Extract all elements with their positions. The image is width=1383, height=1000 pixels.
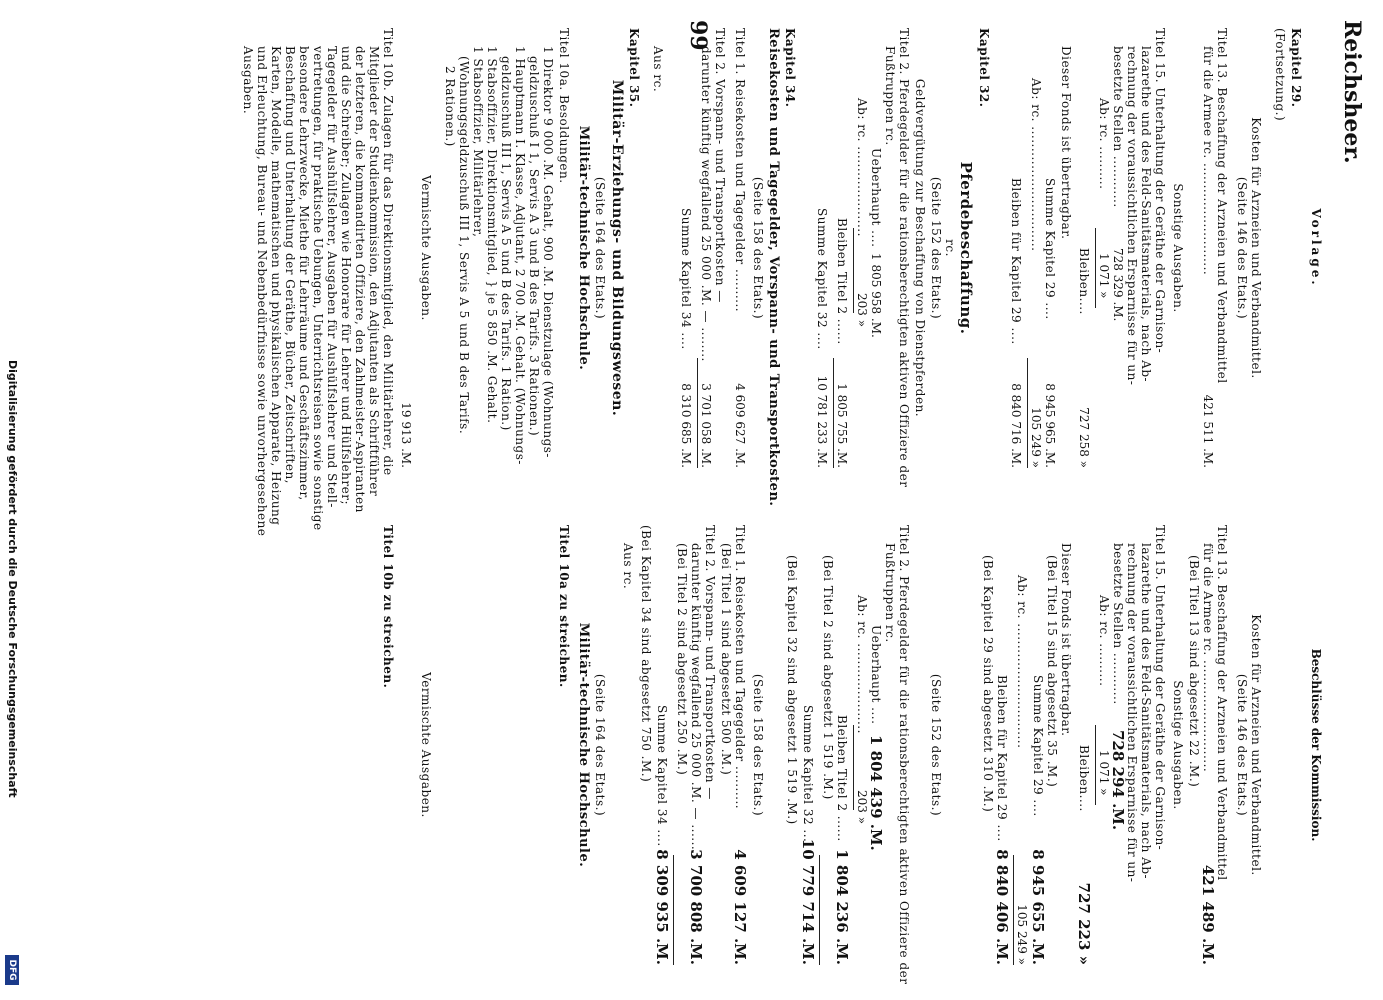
column-heading-kommission: Beschlüsse der Kommission. [1309,648,1323,842]
summe-29-value: 8 945 655 .M. [1029,849,1047,965]
besoldung-5: 1 Stabsoffizier, Direktionsmitglied, } je 5 850 .M. Gehalt. [485,46,499,424]
rule [833,358,834,468]
summe-34-value: 8 310 685 .M. [679,383,693,468]
ab3-line: Ab: rc. ..................... [855,595,869,734]
titel-15-value: 728 329 .M. [1111,248,1125,322]
titel-2-darunter: darunter künftig wegfallend 25 000 .M. — ....... [689,543,703,855]
rule [853,228,854,313]
running-head: Reichsheer. [1339,20,1365,164]
summe-29-value: 8 945 965 .M. [1043,383,1057,468]
titel-2-vorspann: Titel 2. Vorspann- und Transportkosten — [703,525,717,800]
fonds-abgesetzt: (Bei Titel 15 sind abgesetzt 35 .M.) [1045,555,1059,788]
titel-13: Titel 13. Beschaffung der Arzneien und Verbandmittel [1215,28,1229,384]
bleiben-line: Bleiben.... [1077,745,1091,812]
etat-ref: (Seite 146 des Etats.) [1235,673,1249,817]
titel-10b-6: vertretungen, für praktische Uebungen, Unterrichtsreisen sowie sonstige [311,46,325,531]
kap-34-note: (Bei Kapitel 34 sind abgesetzt 750 .M.) [639,525,653,783]
rule [1013,855,1014,965]
ueberhaupt-value: 1 804 439 .M. [867,735,885,851]
etat-ref: (Seite 164 des Etats.) [593,176,607,320]
bleiben-titel-2: Bleiben Titel 2 ...... [835,715,849,842]
titel-1-value: 4 609 627 .M. [733,383,747,468]
rule [1095,725,1096,805]
column-heading-vorlage: Vorlage. [1309,208,1323,288]
column-vorlage [23,28,1323,537]
ab3-line: Ab: rc. ..................... [855,98,869,237]
kosten-title: Kosten für Arzneien und Verbandmittel. [1249,614,1263,876]
ab2-line: Ab: rc. ............................. [1029,78,1043,252]
hochschule-title: Militär-technische Hochschule. [576,125,591,371]
titel-2-a: Titel 2. Pferdegelder für die rationsberechtigten aktiven Offiziere der [897,28,911,488]
etat-ref: (Seite 146 des Etats.) [1235,176,1249,320]
rule [1027,358,1028,468]
bleiben-titel-2-value: 1 804 236 .M. [833,849,851,965]
titel-15-b: lazarethe und des Feld-Sanitätsmaterials, nach Ab- [1139,46,1153,383]
titel-2-vorspann: Titel 2. Vorspann- und Transportkosten — [713,28,727,303]
kap-29-note: (Bei Kapitel 29 sind abgesetzt 310 .M.) [981,555,995,813]
titel-13-b: für die Armee rc. .......................... [1201,46,1215,276]
sonstige-ausgaben: Sonstige Ausgaben. [1171,183,1185,313]
besoldung-8: 2 Rationen.) [443,66,457,147]
summe-32-value: 10 779 714 .M. [799,838,817,965]
titel-1: Titel 1. Reisekosten und Tagegelder .......... [733,525,747,810]
titel-10b-9: Karten, Modelle, mathematischen und physikalischen Apparate, Heizung [269,46,283,526]
bleiben-29-value: 8 840 406 .M. [993,849,1011,965]
titel-2-value: 3 701 058 .M. [699,383,713,468]
fonds-note: Dieser Fonds ist übertragbar. [1059,46,1073,240]
ab2-value: 105 249 » [1015,904,1029,965]
titel-1-value: 4 609 127 .M. [731,849,749,965]
titel-10b-8: Beschaffung und Unterhaltung der Geräthe, Bücher, Zeitschriften, [283,46,297,484]
aus-rc: Aus rc. [651,46,665,93]
bleiben-value: 727 258 » [1077,407,1091,468]
ueberhaupt: Ueberhaupt .... [869,625,883,725]
reisekosten-title: Reisekosten und Tagegelder, Vorspann- und Transportkosten. [766,28,781,507]
sonstige-ausgaben: Sonstige Ausgaben. [1171,680,1185,810]
titel-13-value: 421 511 .M. [1201,394,1215,468]
summe-34: Summe Kapitel 34 .... [679,208,693,350]
titel-10b-2: Mitglieder der Studienkommission, den Adjutanten als Schriftführer [367,46,381,497]
titel-10b-3: der letzteren, die kommandirten Offiziere, den Zahlmeister-Aspiranten [353,46,367,513]
titel-2-value: 3 700 808 .M. [687,849,705,965]
titel-15-d: besetzte Stellen ............ [1111,543,1125,705]
titel-2-b: Fußtruppen rc. [883,46,897,146]
titel-13-value: 421 489 .M. [1199,864,1217,965]
column-kommission [23,525,1323,985]
etat-ref: (Seite 152 des Etats.) [929,673,943,817]
kapitel-34: Kapitel 34. [783,28,797,108]
titel-10b-5: Tagegelder für Aushülfslehrer, Ausgaben für Aushülfslehrer und Stell- [325,46,339,508]
titel-2-note: (Bei Titel 2 sind abgesetzt 1 519 .M.) [821,555,835,800]
besoldung-6: 1 Stabsoffizier, Militärlehrer, [471,46,485,238]
etat-ref: (Seite 158 des Etats.) [751,673,765,817]
titel-15-c: rechnung der voraussichtlichen Ersparnisse für un- [1125,543,1139,883]
rule [1095,228,1096,308]
titel-13-note: (Bei Titel 13 sind abgesetzt 22 .M.) [1187,555,1201,788]
militaer-title: Militär-Erziehungs- und Bildungswesen. [609,79,625,417]
titel-2-vorspann-note: (Bei Titel 2 sind abgesetzt 250 .M.) [675,543,689,776]
titel-15-value: 728 294 .M. [1109,730,1127,831]
dfg-logo: DFG [5,955,19,985]
pferdebeschaffung: Pferdebeschaffung. [957,161,975,335]
summe-32: Summe Kapitel 32 .... [801,705,815,847]
titel-10b-1: Titel 10b. Zulagen für das Direktionsmitglied, den Militärlehrer, die [381,28,395,476]
besoldung-3: 1 Hauptmann I. Klasse, Adjutant, 2 700 .M. Gehalt. (Wohnungs- [513,46,527,465]
kapitel-35: Kapitel 35. [627,28,641,108]
summe-32: Summe Kapitel 32 .... [815,208,829,350]
ab2-line: Ab: rc. ............................. [1015,575,1029,749]
titel-2-b: Fußtruppen rc. [883,543,897,643]
titel-2-a: Titel 2. Pferdegelder für die rationsberechtigten aktiven Offiziere der [897,525,911,985]
titel-10b-10: und Erleuchtung, Bureau- und Nebenbedürfnisse sowie unvorhergesehene [255,46,269,537]
rule [697,358,698,468]
bleiben-29: Bleiben für Kapitel 29 .... [995,675,1009,842]
titel-15-a: Titel 15. Unterhaltung der Geräthe der Garnison- [1153,28,1167,354]
titel-10b-streichen: Titel 10b zu streichen. [381,525,395,689]
ab-value: 1 071 » [1097,253,1111,299]
titel-15-c: rechnung der voraussichtlichen Ersparnisse für un- [1125,46,1139,386]
aus-rc: Aus rc. [621,543,635,590]
ab-line: Ab: rc. .......... [1097,595,1111,687]
etat-ref: (Seite 158 des Etats.) [751,176,765,320]
page-number: 99 [685,20,711,51]
summe-29: Summe Kapitel 29 .... [1031,675,1045,817]
ab3-value: 203 » [855,293,869,328]
summe-29: Summe Kapitel 29 .... [1043,178,1057,320]
kosten-title: Kosten für Arzneien und Verbandmittel. [1249,117,1263,379]
titel-13: Titel 13. Beschaffung der Arzneien und Verbandmittel [1215,525,1229,881]
ueberhaupt: Ueberhaupt .... [869,148,883,248]
fortsetzung: (Fortsetzung.) [1273,28,1287,122]
etat-ref: (Seite 152 des Etats.) [929,176,943,320]
hochschule-title: Militär-technische Hochschule. [576,622,591,868]
footer-text: Digitalisierung gefördert durch die Deutsche Forschungsgemeinschaft [6,360,19,798]
kapitel-32: Kapitel 32. [977,28,991,108]
bleiben-titel-2: Bleiben Titel 2 ...... [835,218,849,345]
vermischte-ausgaben: Vermischte Ausgaben. [419,175,433,321]
titel-13-b: für die Armee rc. .......................... [1201,543,1215,773]
kap-32-note: (Bei Kapitel 32 sind abgesetzt 1 519 .M.) [785,555,799,825]
titel-10a-streichen: Titel 10a zu streichen. [557,525,571,688]
bleiben-line: Bleiben.... [1077,248,1091,315]
rc: rc. [943,239,957,257]
rule [853,725,854,810]
digitization-footer [1,0,21,1000]
titel-10a: Titel 10a. Besoldungen. [557,28,571,184]
kapitel-29: Kapitel 29. [1289,28,1303,108]
titel-15-d: besetzte Stellen ............ [1111,46,1125,208]
ab3-value: 203 » [855,790,869,825]
besoldung-2: geldzuschuß I 1, Servis A 3 und B des Tarifs. 3 Rationen.) [527,56,541,437]
bleiben-value: 727 223 » [1075,882,1093,965]
titel-1: Titel 1. Reisekosten und Tagegelder .......... [733,28,747,313]
besoldung-1: 1 Direktor 9 000 .M. Gehalt, 900 .M. Dienstzulage (Wohnungs- [541,46,555,458]
besoldung-7: (Wohnungsgeldzuschuß III 1, Servis A 5 und B des Tarifs. [457,56,471,435]
summe-32-value: 10 781 233 .M. [815,375,829,468]
besoldung-4: geldzuschuß III 1, Servis A 5 und B des Tarifs. 1 Ration.) [499,56,513,431]
rule [819,855,820,965]
titel-10b-7: besondere Lehrzwecke, Miethe für Lehrräume und Geschäftszimmer, [297,46,311,501]
titel-1-note: (Bei Titel 1 sind abgesetzt 500 .M.) [719,543,733,776]
geld-title: Geldvergütung zur Beschaffung von Dienstpferden. [913,78,927,418]
bleiben-29-value: 8 840 716 .M. [1009,383,1023,468]
bleiben-29: Bleiben für Kapitel 29 .... [1009,178,1023,345]
vermischte-ausgaben: Vermischte Ausgaben. [419,672,433,818]
ab-value: 1 071 » [1097,750,1111,796]
ueberhaupt-value: 1 805 958 .M. [869,253,883,338]
rule [673,855,674,965]
titel-2-darunter: darunter künftig wegfallend 25 000 .M. — ........ [699,46,713,362]
summe-34-value: 8 309 935 .M. [653,849,671,965]
etat-ref: (Seite 164 des Etats.) [593,673,607,817]
ab-line: Ab: rc. .......... [1097,98,1111,190]
bleiben-titel-2-value: 1 805 755 .M. [835,383,849,468]
titel-15-b: lazarethe und des Feld-Sanitätsmaterials, nach Ab- [1139,543,1153,880]
titel-10b-4: und die Schreiber; Zulagen wie Honorare für Lehrer und Hülfslehrer; [339,46,353,505]
titel-15-a: Titel 15. Unterhaltung der Geräthe der Garnison- [1153,525,1167,851]
ab2-value: 105 249 » [1029,407,1043,468]
summe-34: Summe Kapitel 34 .... [655,705,669,847]
fonds-note: Dieser Fonds ist übertragbar. [1059,543,1073,737]
value-19913: 19 913 .M. [399,402,413,468]
titel-10b-11: Ausgaben. [241,46,255,115]
